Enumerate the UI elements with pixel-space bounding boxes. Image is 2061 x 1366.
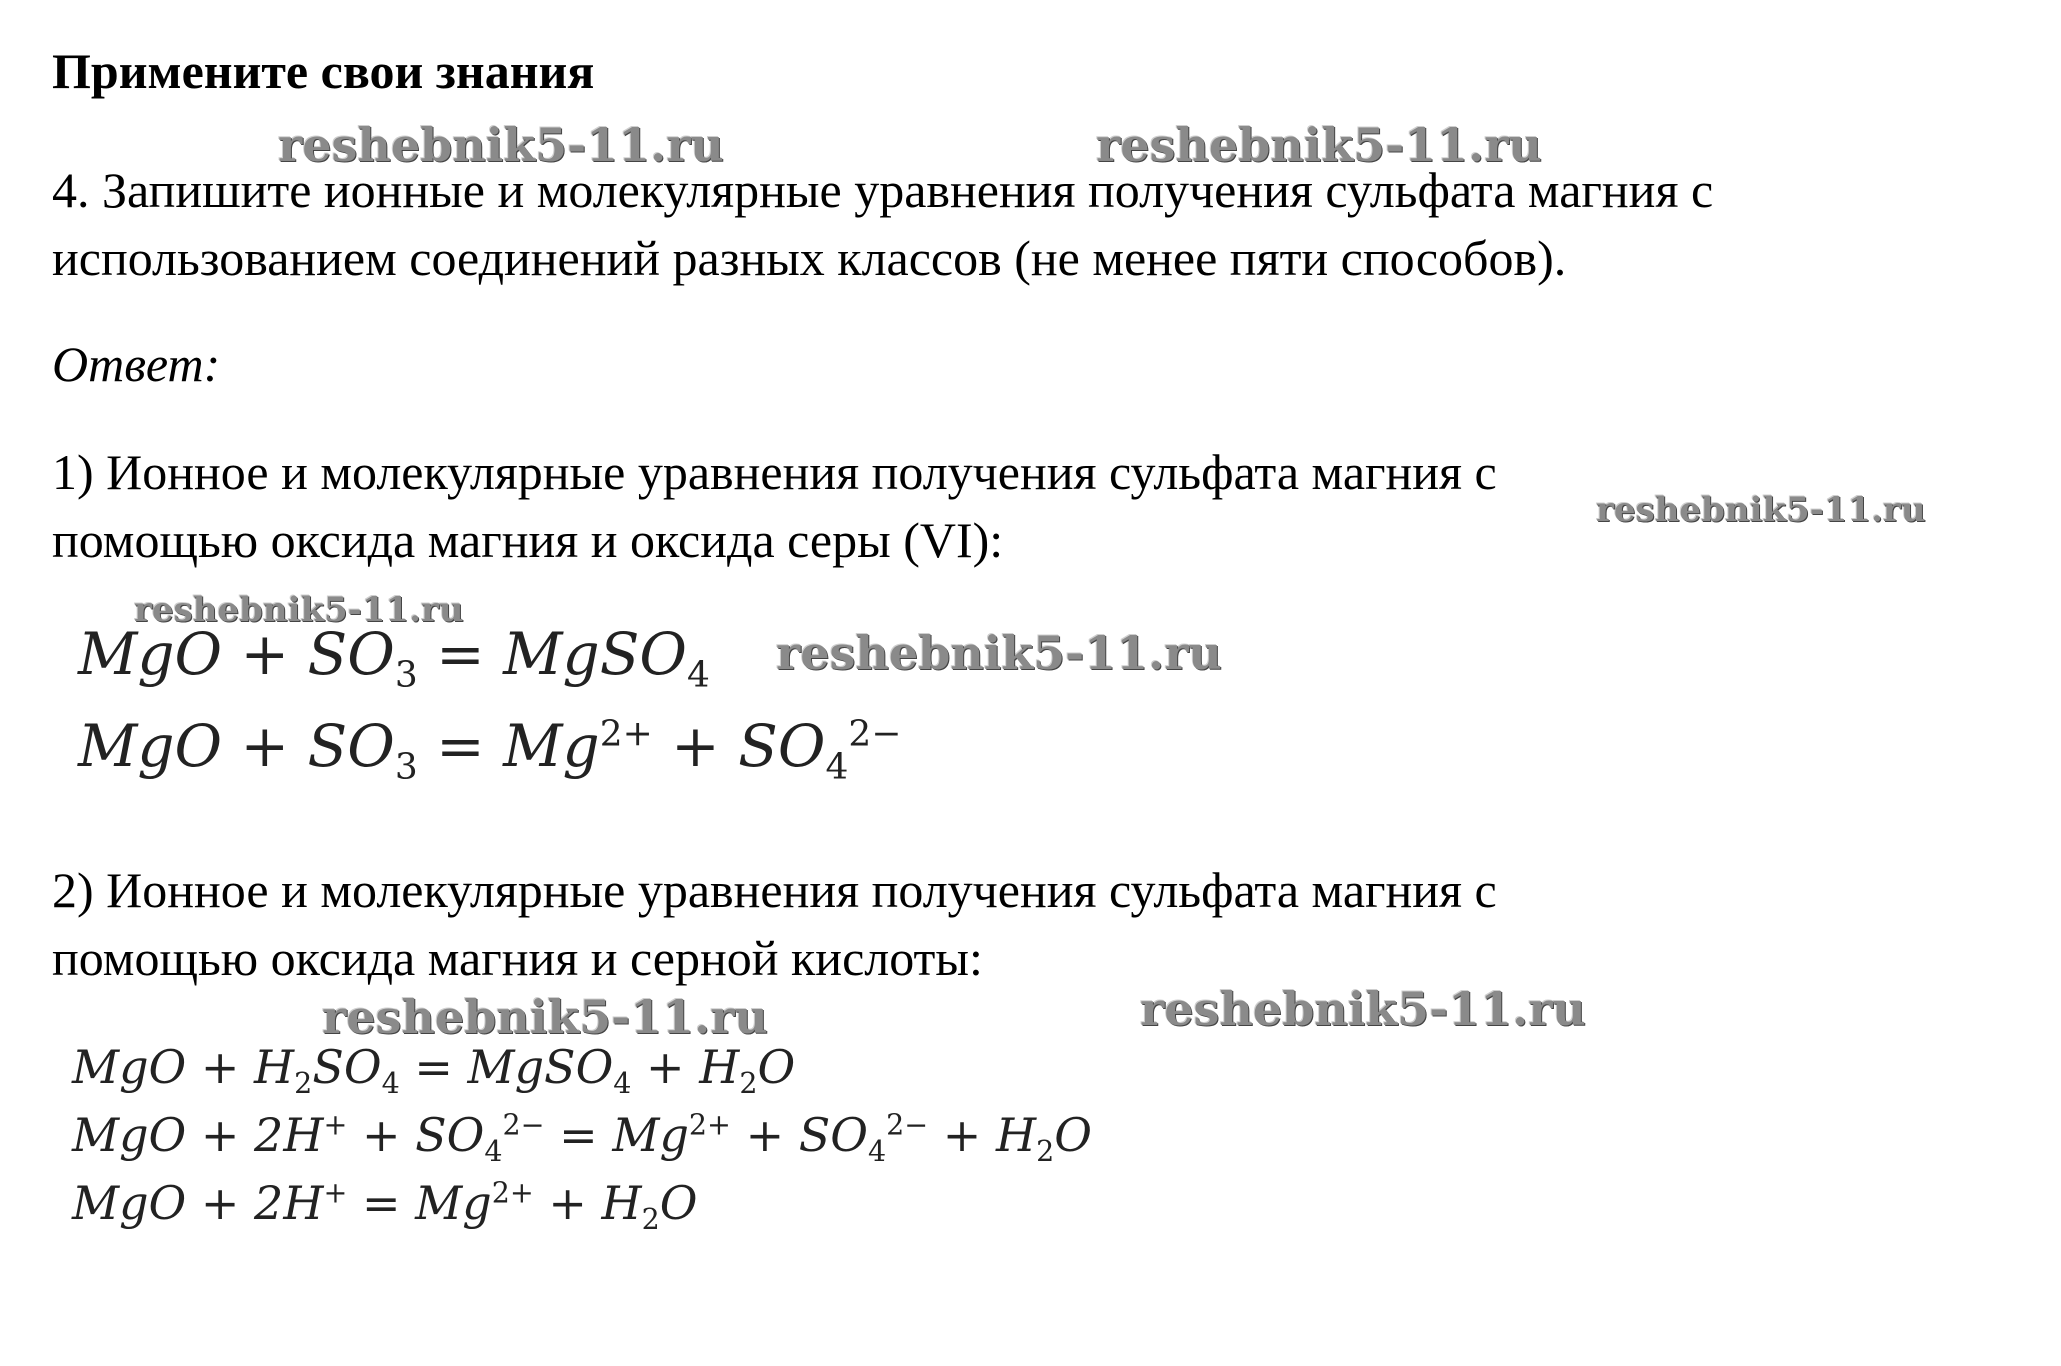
section-2-line-1: 2) Ионное и молекулярные уравнения получения сульфата магния с <box>52 862 1497 918</box>
section-2-line-2: помощью оксида магния и серной кислоты: <box>52 930 983 986</box>
section-1-line-2: помощью оксида магния и оксида серы (VI): <box>52 512 1004 568</box>
watermark: reshebnik5-11.ru <box>1096 118 1542 172</box>
equation-2-full-ionic: MgO + $2H^+ + SO_4^{2-} = Mg^{2+} + SO_4^{2-} + H_2O$ <box>72 1108 1092 1169</box>
section-heading: Примените свои знания <box>52 43 595 99</box>
watermark: reshebnik5-11.ru <box>1140 982 1586 1036</box>
watermark: reshebnik5-11.ru <box>322 990 768 1044</box>
watermark: reshebnik5-11.ru <box>1596 490 1926 530</box>
watermark: reshebnik5-11.ru <box>776 626 1222 680</box>
equation-1-ionic: MgO + $SO_3 = Mg^{2+} + SO_4^{2-}$ <box>78 712 902 788</box>
watermark: reshebnik5-11.ru <box>134 590 464 630</box>
section-2-text <box>52 856 1497 992</box>
task-text <box>52 156 1713 292</box>
section-1-line-1: 1) Ионное и молекулярные уравнения получения сульфата магния с <box>52 444 1497 500</box>
equation-2-short-ionic: MgO + $2H^+ = Mg^{2+} + H_2O$ <box>72 1176 698 1237</box>
equation-2-molecular: MgO + $H_2SO_4$ = MgSO$_4$ + $H_2O$ <box>72 1040 796 1101</box>
section-1-text <box>52 438 1497 574</box>
equation-1-molecular: MgO + $SO_3$ = MgSO$_4$ <box>78 620 710 696</box>
answer-label: Ответ: <box>52 336 221 392</box>
watermark: reshebnik5-11.ru <box>278 118 724 172</box>
task-line-1: 4. Запишите ионные и молекулярные уравнения получения сульфата магния с <box>52 162 1714 218</box>
task-line-2: использованием соединений разных классов (не менее пяти способов). <box>52 230 1567 286</box>
